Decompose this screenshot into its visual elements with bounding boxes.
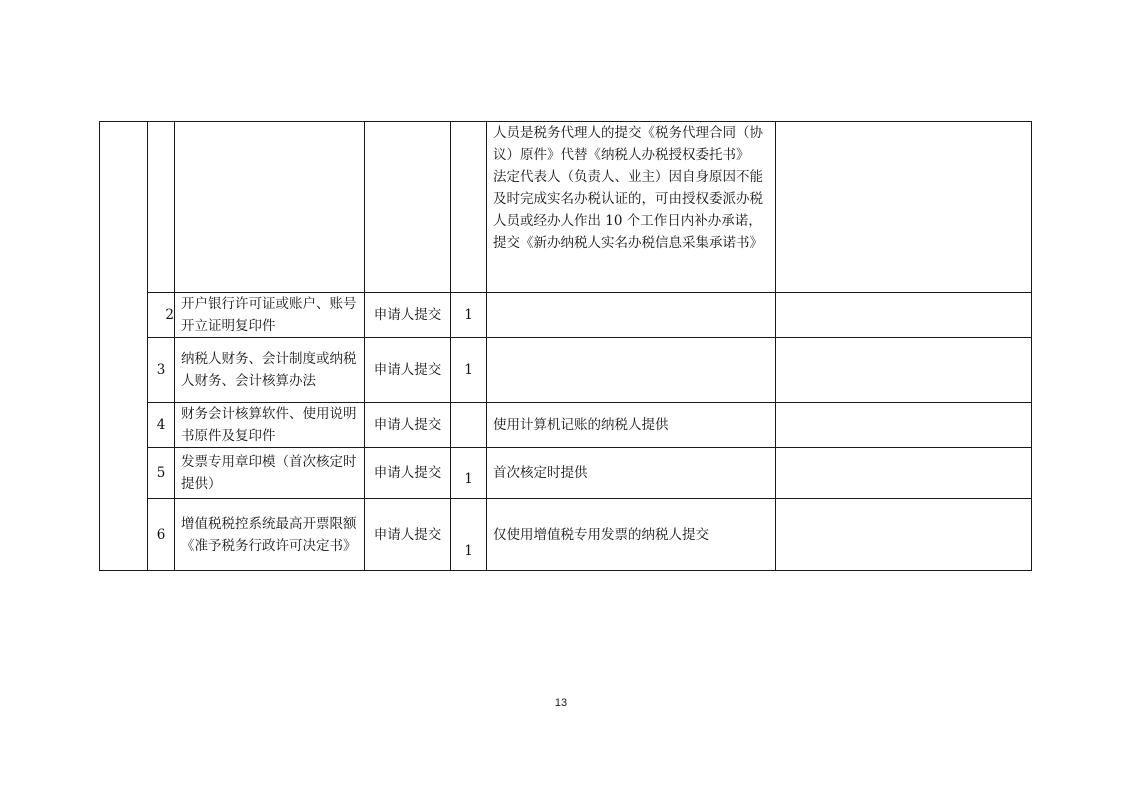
remarks-cell <box>776 499 1032 571</box>
note-cell: 首次核定时提供 <box>487 448 776 499</box>
quantity-cell: 1 <box>451 338 487 403</box>
remarks-cell <box>776 293 1032 338</box>
row-number-cell <box>148 122 175 293</box>
note-cell <box>487 338 776 403</box>
submitter-cell: 申请人提交 <box>365 338 451 403</box>
table-row <box>100 122 1032 293</box>
table-row <box>100 293 1032 338</box>
materials-table <box>99 121 1032 571</box>
row-number-cell: 4 <box>148 403 175 448</box>
row-number-cell: 3 <box>148 338 175 403</box>
quantity-cell <box>451 403 487 448</box>
material-name-cell: 财务会计核算软件、使用说明书原件及复印件 <box>175 403 365 448</box>
remarks-cell <box>776 338 1032 403</box>
table-row <box>100 499 1032 571</box>
row-number-cell: 5 <box>148 448 175 499</box>
material-name-cell: 开户银行许可证或账户、账号开立证明复印件 <box>175 293 365 338</box>
note-cell <box>487 122 776 293</box>
submitter-cell <box>365 122 451 293</box>
note-paragraph: 法定代表人（负责人、业主）因自身原因不能及时完成实名办税认证的，可由授权委派办税人员或经办人作出 10 个工作日内补办承诺，提交《新办纳税人实名办税信息采集承诺书》 <box>493 169 763 251</box>
row-number-cell: 2 <box>148 293 175 338</box>
remarks-cell <box>776 122 1032 293</box>
remarks-cell <box>776 403 1032 448</box>
note-cell <box>487 293 776 338</box>
merged-category-cell <box>100 122 148 571</box>
note-paragraph: 人员是税务代理人的提交《税务代理合同（协议）原件》代替《纳税人办税授权委托书》 <box>493 125 763 163</box>
table-row <box>100 338 1032 403</box>
quantity-cell: 1 <box>451 448 487 499</box>
submitter-cell: 申请人提交 <box>365 499 451 571</box>
row-number-cell: 6 <box>148 499 175 571</box>
material-name-cell: 发票专用章印模（首次核定时提供） <box>175 448 365 499</box>
submitter-cell: 申请人提交 <box>365 293 451 338</box>
submitter-cell: 申请人提交 <box>365 448 451 499</box>
note-cell: 仅使用增值税专用发票的纳税人提交 <box>487 499 776 571</box>
quantity-cell: 1 <box>451 499 487 571</box>
quantity-cell <box>451 122 487 293</box>
material-name-cell: 增值税税控系统最高开票限额《准予税务行政许可决定书》 <box>175 499 365 571</box>
material-name-cell <box>175 122 365 293</box>
table-row <box>100 448 1032 499</box>
material-name-cell: 纳税人财务、会计制度或纳税人财务、会计核算办法 <box>175 338 365 403</box>
table-row <box>100 403 1032 448</box>
note-cell: 使用计算机记账的纳税人提供 <box>487 403 776 448</box>
page-number: 13 <box>554 697 568 709</box>
submitter-cell: 申请人提交 <box>365 403 451 448</box>
quantity-cell: 1 <box>451 293 487 338</box>
remarks-cell <box>776 448 1032 499</box>
